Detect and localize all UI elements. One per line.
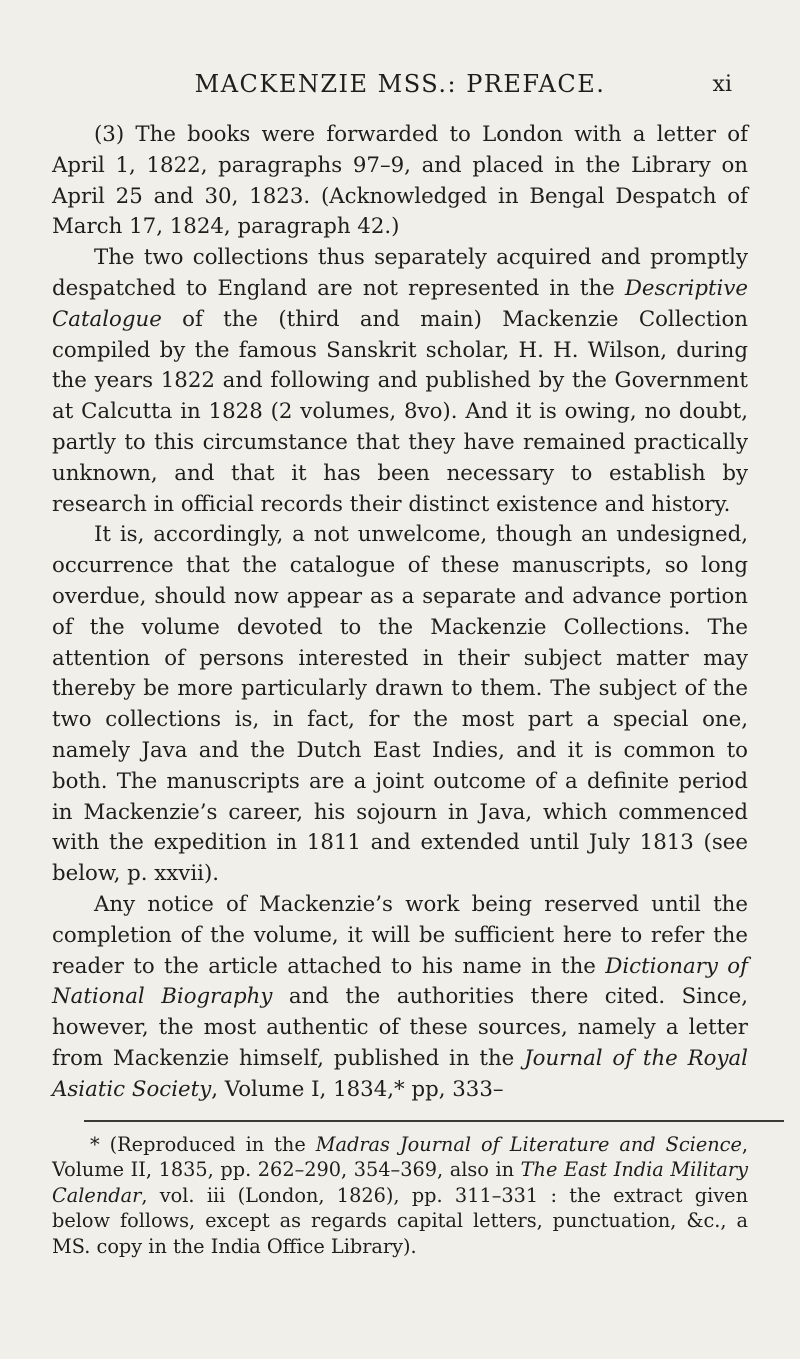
text-segment: , vol. iii (London, 1826), pp. 311–331 : the extract given below follows, except as regards capital letters, punctuation, &c., a MS. copy in the India Office Library). <box>52 1183 748 1258</box>
italic-title: The East India Military Calendar <box>52 1158 748 1207</box>
paragraph-catalogue-occurrence <box>52 520 748 890</box>
text-segment: Any notice of Mackenzie’s work being reserved until the completion of the volume, it will be sufficient here to refer the reader to the article attached to his name in the <box>52 891 748 979</box>
footnote <box>52 1132 748 1260</box>
italic-title: Descriptive Catalogue <box>52 275 748 332</box>
body-text <box>52 120 748 1106</box>
text-segment: of the (third and main) Mackenzie Collection compiled by the famous Sanskrit scholar, H. H. Wilson, during the years 1822 and following and published by the Government at Calcutta in 1828 (2 volumes, 8vo). And it is owing, no doubt, partly to this circumstance that they have remained practically unknown, and that it has been necessary to establish by research in official records their distinct existence and history. <box>52 306 748 517</box>
running-head <box>52 70 748 110</box>
text-segment: and the authorities there cited. Since, however, the most authentic of these sources, namely a letter from Mackenzie himself, published in the <box>52 984 748 1071</box>
running-title: MACKENZIE MSS.: PREFACE. <box>194 70 606 98</box>
paragraph-3-books-forwarded <box>52 120 748 243</box>
paragraph-mackenzie-work <box>52 890 748 1106</box>
text-segment: , Volume II, 1835, pp. 262–290, 354–369, also in <box>52 1132 748 1182</box>
text-segment: (3) The books were forwarded to London with a letter of April 1, 1822, paragraphs 97–9, and placed in the Library on April 25 and 30, 1823. (Acknowledged in Bengal Despatch of March 17, 1824, paragraph 42.) <box>52 122 748 240</box>
italic-title: Madras Journal of Literature and Science <box>315 1132 742 1156</box>
italic-title: Dictionary of National Biography <box>52 953 748 1010</box>
text-segment: The two collections thus separately acquired and promptly despatched to England are not represented in the <box>52 245 748 301</box>
text-segment: It is, accordingly, a not unwelcome, though an undesigned, occurrence that the catalogue of these manuscripts, so long overdue, should now appear as a separate and advance portion of the volume devoted to the Mackenzie Collections. The attention of persons interested in their subject matter may thereby be more particularly drawn to them. The subject of the two collections is, in fact, for the most part a special one, namely Java and the Dutch East Indies, and it is common to both. The manuscripts are a joint outcome of a definite period in Mackenzie’s career, his sojourn in Java, which commenced with the expedition in 1811 and extended until July 1813 (see below, p. xxvii). <box>52 522 748 887</box>
page-number: xi <box>712 72 732 97</box>
text-segment: , Volume I, 1834,* pp, 333– <box>211 1076 504 1102</box>
text-segment: * (Reproduced in the <box>90 1132 316 1156</box>
paragraph-two-collections <box>52 243 748 520</box>
italic-title: Journal of the Royal Asiatic Society <box>52 1045 748 1102</box>
footnote-rule <box>84 1120 784 1122</box>
